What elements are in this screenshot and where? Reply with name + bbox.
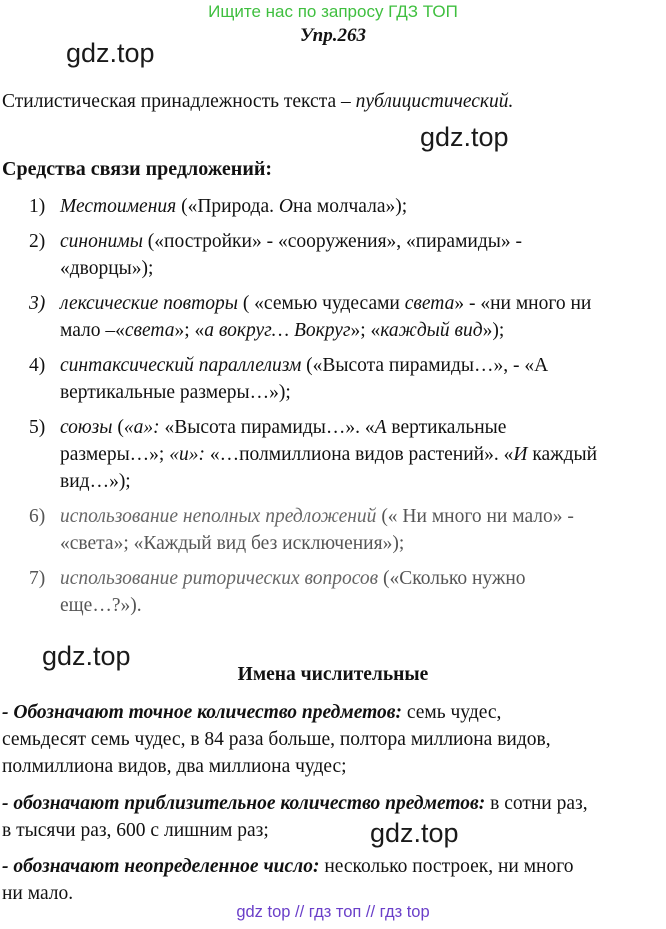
item-label: синтаксический параллелизм <box>60 355 302 376</box>
item-text: вид…»); <box>60 471 131 492</box>
footer-links[interactable]: gdz top // гдз топ // гдз top <box>236 903 430 921</box>
item-label: союзы <box>60 417 113 438</box>
style-value: публицистический. <box>355 91 514 112</box>
item-number: 4) <box>29 355 46 376</box>
item-text: »; « <box>350 320 381 341</box>
means-list <box>0 193 666 627</box>
item-number: 3) <box>29 293 46 314</box>
item-emphasis: А <box>374 417 387 438</box>
item-label: использование риторических вопросов <box>60 568 379 589</box>
item-text: »; « <box>174 320 205 341</box>
item-text: «…полмиллиона видов растений». « <box>204 444 514 465</box>
style-line-text: Стилистическая принадлежность текста – <box>2 91 356 112</box>
watermark: gdz.top <box>42 641 131 671</box>
item-emphasis: каждый вид <box>380 320 483 341</box>
item-emphasis: «и»: <box>169 444 205 465</box>
item-label: использование неполных предложений <box>60 506 377 527</box>
item-emphasis: света <box>124 320 175 341</box>
list-item <box>0 565 666 619</box>
item-emphasis: а вокруг… Вокруг <box>204 320 351 341</box>
section-lead: - обозначают приблизительное количество предметов: <box>2 793 486 814</box>
section-text: в сотни раз, <box>485 793 588 814</box>
list-item <box>0 290 666 344</box>
numerals-section-exact <box>2 699 551 780</box>
item-number: 5) <box>29 417 46 438</box>
item-text: («Природа. <box>176 196 279 217</box>
item-label: синонимы <box>60 231 143 252</box>
item-text: вертикальные размеры…»); <box>60 382 291 403</box>
item-text: («Сколько нужно <box>378 568 526 589</box>
item-text: » - «ни много ни <box>454 293 592 314</box>
list-item <box>0 228 666 282</box>
item-text: (« Ни много ни мало» - <box>376 506 574 527</box>
item-number: 2) <box>29 231 46 252</box>
section-text: ни мало. <box>2 883 74 904</box>
list-item <box>0 193 666 220</box>
item-text: еще…?»). <box>60 595 142 616</box>
section-lead: - Обозначают точное количество предметов: <box>2 702 402 723</box>
item-label: Местоимения <box>60 196 177 217</box>
watermark: gdz.top <box>420 122 509 152</box>
item-emphasis: света <box>404 293 455 314</box>
item-text: на молчала»); <box>292 196 408 217</box>
item-text: мало –« <box>60 320 125 341</box>
item-text: каждый <box>527 444 598 465</box>
item-number: 7) <box>29 568 46 589</box>
section-text: несколько построек, ни много <box>319 856 574 877</box>
numerals-heading: Имена числительные <box>237 664 429 685</box>
section-text: семьдесят семь чудес, в 84 раза больше, полтора миллиона видов, <box>2 729 551 750</box>
section-text: семь чудес, <box>401 702 502 723</box>
watermark: gdz.top <box>66 38 155 68</box>
item-text: «дворцы»); <box>60 258 154 279</box>
item-text: вертикальные <box>386 417 507 438</box>
means-heading: Средства связи предложений: <box>2 158 273 180</box>
section-text: в тысячи раз, 600 с лишним раз; <box>2 820 269 841</box>
item-text: ( «семью чудесами <box>237 293 405 314</box>
section-lead: - обозначают неопределенное число: <box>2 856 320 877</box>
list-item <box>0 352 666 406</box>
item-number: 6) <box>29 506 46 527</box>
top-banner: Ищите нас по запросу ГДЗ ТОП <box>208 2 458 21</box>
item-text: «Высота пирамиды…». « <box>159 417 375 438</box>
list-item <box>0 503 666 557</box>
item-label: лексические повторы <box>60 293 238 314</box>
watermark: gdz.top <box>370 818 459 848</box>
list-item <box>0 414 666 495</box>
item-text: размеры…»; <box>60 444 170 465</box>
style-line <box>2 88 513 115</box>
item-text: («Высота пирамиды…», - «А <box>301 355 549 376</box>
item-text: »); <box>482 320 505 341</box>
item-emphasis: «а»: <box>123 417 160 438</box>
exercise-title: Упр.263 <box>299 25 366 46</box>
section-text: полмиллиона видов, два миллиона чудес; <box>2 756 347 777</box>
item-text: («постройки» - «сооружения», «пирамиды» - <box>142 231 522 252</box>
item-text: «света»; «Каждый вид без исключения»); <box>60 533 405 554</box>
item-number: 1) <box>29 196 46 217</box>
item-emphasis: И <box>513 444 528 465</box>
item-emphasis: О <box>278 196 293 217</box>
numerals-section-approx <box>2 790 588 844</box>
item-text: ( <box>112 417 124 438</box>
numerals-section-indefinite <box>2 853 574 907</box>
